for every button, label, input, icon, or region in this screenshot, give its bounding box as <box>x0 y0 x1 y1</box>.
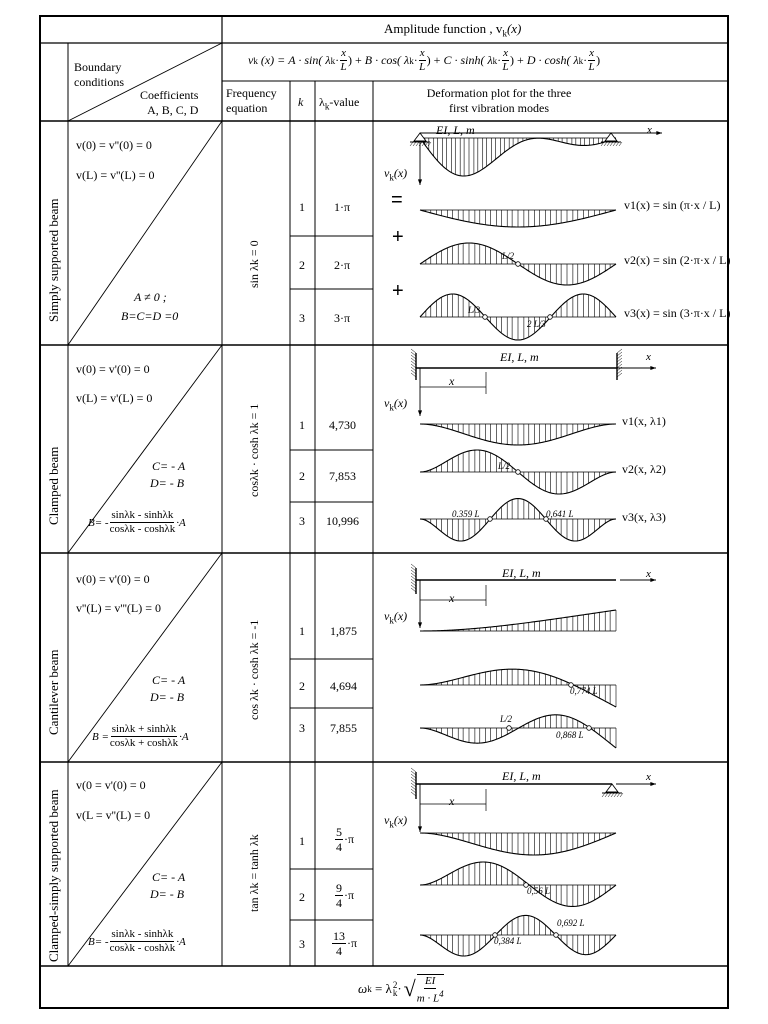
row3-x-axis-head <box>650 578 656 582</box>
coef-row4-b-expr: B= - $\frac{\sin\lambda k - \sinh\lambda k}{\cos\lambda k - \cosh\lambda k}$ ·A <box>88 928 186 954</box>
bc-row2-line1: v(0) = v'(0) = 0 <box>76 362 150 376</box>
mode-label-row2-3: v3(x, λ3) <box>622 510 666 524</box>
axis-x-small-row3: x <box>449 591 455 605</box>
row4-x-axis-head <box>650 782 656 786</box>
row2-node-0359 <box>488 517 493 522</box>
row2-v-axis-head <box>418 410 422 416</box>
coef-row4-line1: C= - A <box>152 870 186 884</box>
freq-eq-row3: cos λk · cosh λk = -1 <box>247 619 261 720</box>
mode-label-row2-1: v1(x, λ1) <box>622 414 666 428</box>
k-row1-2: 2 <box>299 258 305 272</box>
ann-row1-2l3: 2 L/3 <box>527 319 546 329</box>
row4-right-support-ground-hatch <box>614 793 617 797</box>
lambda-row4-2: $\frac{9}{4}$ ·π <box>336 881 355 910</box>
ann-row4-056: 0,56 L <box>527 886 551 896</box>
ann-row1-l3: L/3 <box>468 305 481 315</box>
ann-row4-0692: 0,692 L <box>557 918 585 928</box>
row4-right-support-ground-hatch <box>611 793 614 797</box>
k-row3-3: 3 <box>299 721 305 735</box>
omega-formula: ω k = λ 2 k · √ $\frac{EI}{m \cdot L^4}$ <box>358 975 444 1005</box>
deformation-label: Deformation plot for the three first vibration modes <box>426 86 572 115</box>
k-row1-3: 3 <box>299 311 305 325</box>
coef-row4-line2: D= - B <box>150 887 185 901</box>
lambda-row2-1: 4,730 <box>329 418 356 432</box>
ann-row1-l2: L/2 <box>502 251 515 261</box>
row3-node-0868 <box>587 726 592 731</box>
row1-right-support-ground-hatch <box>619 142 622 146</box>
row1-left-support <box>414 133 426 141</box>
row4-right-support <box>606 784 618 792</box>
coef-row2-b-expr: B= - $\frac{\sin\lambda k - \sinh\lambda k}{\cos\lambda k - \cosh\lambda k}$ ·A <box>88 509 186 535</box>
row1-node-2l3 <box>548 315 553 320</box>
row1-left-support-ground-hatch <box>413 142 416 146</box>
bc-row1-line1: v(0) = v''(0) = 0 <box>76 138 152 152</box>
row1-left-support-ground-hatch <box>425 142 428 146</box>
row1-right-support-ground-hatch <box>613 142 616 146</box>
coef-row2-line2: D= - B <box>150 476 185 490</box>
bc-row1-line2: v(L) = v''(L) = 0 <box>76 168 155 182</box>
plus-sign-1: + <box>392 226 404 248</box>
axis-x-row2: x <box>646 351 651 363</box>
coef-row2-line1: C= - A <box>152 459 186 473</box>
coef-row3-line2: D= - B <box>150 690 185 704</box>
k-row4-3: 3 <box>299 937 305 951</box>
beam-label-row1: EI, L, m <box>436 123 475 137</box>
ann-row3-l2: L/2 <box>500 714 513 724</box>
coef-row3-b-expr: B = $\frac{\sin\lambda k + \sinh\lambda k}{\cos\lambda k + \cosh\lambda k}$ ·A <box>92 723 189 749</box>
row3-node-l2 <box>507 726 512 731</box>
bc-row4-line1: v(0 = v'(0) = 0 <box>76 778 146 792</box>
k-row3-1: 1 <box>299 624 305 638</box>
row-label-clamped: Clamped beam <box>46 446 61 525</box>
axis-v-row3: $v_k(x)$ <box>384 609 408 626</box>
lambda-value-label: $\lambda_k$-value <box>319 95 360 112</box>
row2-x-axis-head <box>650 366 656 370</box>
row1-right-support <box>605 133 617 141</box>
lambda-row2-2: 7,853 <box>329 469 356 483</box>
coef-row1-line2: B=C=D =0 <box>121 309 179 323</box>
amplitude-title: Amplitude function , $v_k(x)$ <box>384 21 522 39</box>
axis-x-row1: x <box>647 124 652 136</box>
row1-left-support-ground-hatch <box>419 142 422 146</box>
mode-label-row2-2: v2(x, λ2) <box>622 462 666 476</box>
beam-label-row2: EI, L, m <box>500 350 539 364</box>
coef-row1-line1: A ≠ 0 ; <box>134 290 167 304</box>
general-equation: v k (x) = A · sin( λ k · $\frac{x}{L}$ ) + B · cos( λ k · $\frac{x}{L}$ ) + C · sinh( λ k · $\frac{x}{L}$ ) + D · cosh( λ k · $\frac{x}{L}$ ) <box>248 47 601 73</box>
row1-left-support-ground-hatch <box>410 142 413 146</box>
axis-v-row1: $v_k(x)$ <box>384 166 408 183</box>
lambda-row1-1: 1·π <box>334 200 351 214</box>
mode-label-row1-1: v1(x) = sin (π·x / L) <box>624 198 721 212</box>
ann-row2-0641: 0,641 L <box>546 509 574 519</box>
plus-sign-2: + <box>392 280 404 302</box>
row1-left-support-ground-hatch <box>428 142 431 146</box>
axis-v-row4: $v_k(x)$ <box>384 813 408 830</box>
row1-v-axis-head <box>418 179 422 185</box>
k-row2-3: 3 <box>299 514 305 528</box>
bc-row3-line2: v''(L) = v'''(L) = 0 <box>76 601 161 615</box>
row1-node-l3 <box>483 315 488 320</box>
k-row2-1: 1 <box>299 418 305 432</box>
row4-right-support-ground-hatch <box>620 793 623 797</box>
freq-eq-row4: tan λk = tanh λk <box>247 834 261 912</box>
bc-row2-line2: v(L) = v'(L) = 0 <box>76 391 153 405</box>
row1-right-support-ground-hatch <box>616 142 619 146</box>
k-row4-2: 2 <box>299 890 305 904</box>
ann-row2-0359: 0.359 L <box>452 509 480 519</box>
row4-right-support-ground-hatch <box>605 793 608 797</box>
row3-mode3-curve <box>420 715 616 748</box>
row1-right-support-ground-hatch <box>610 142 613 146</box>
coefficients-label: Coefficients A, B, C, D <box>140 88 199 117</box>
ann-row3-0774: 0,774 L <box>570 686 598 696</box>
freq-eq-row1: sin λk = 0 <box>247 240 261 288</box>
axis-x-row4: x <box>646 771 651 783</box>
mode-label-row1-2: v2(x) = sin (2·π·x / L) <box>624 253 731 267</box>
axis-x-small-row4: x <box>449 794 455 808</box>
row1-right-support-ground-hatch <box>607 142 610 146</box>
ann-row2-l2: L/2 <box>498 461 511 471</box>
bc-row3-line1: v(0) = v'(0) = 0 <box>76 572 150 586</box>
k-row3-2: 2 <box>299 679 305 693</box>
row-label-simply-supported: Simply supported beam <box>46 198 61 322</box>
row-label-clamped-simply: Clamped-simply supported beam <box>46 789 61 962</box>
equals-sign: = <box>391 189 403 211</box>
coef-row3-line1: C= - A <box>152 673 186 687</box>
k-row2-2: 2 <box>299 469 305 483</box>
freq-eq-row2: cosλk · cosh λk = 1 <box>247 403 261 497</box>
lambda-row1-3: 3·π <box>334 311 351 325</box>
lambda-row3-3: 7,855 <box>330 721 357 735</box>
lambda-row2-3: 10,996 <box>326 514 359 528</box>
lambda-row1-2: 2·π <box>334 258 351 272</box>
ann-row3-0868: 0,868 L <box>556 730 584 740</box>
k-row1-1: 1 <box>299 200 305 214</box>
row3-v-axis-head <box>418 622 422 628</box>
row4-right-support-ground-hatch <box>617 793 620 797</box>
row1-combined-curve <box>420 138 616 176</box>
row-label-cantilever: Cantilever beam <box>46 649 61 735</box>
row1-x-axis-head <box>656 131 662 135</box>
row4-node-0692 <box>554 933 559 938</box>
bc-row4-line2: v(L = v''(L) = 0 <box>76 808 151 822</box>
row4-right-support-ground-hatch <box>602 793 605 797</box>
axis-x-small-row2: x <box>449 374 455 388</box>
frequency-equation-label: Frequency equation <box>226 86 277 115</box>
k-label: k <box>298 95 304 109</box>
axis-v-row2: $v_k(x)$ <box>384 396 408 413</box>
lambda-row4-1: $\frac{5}{4}$ ·π <box>336 825 355 854</box>
row1-node-l2 <box>516 262 521 267</box>
beam-label-row4: EI, L, m <box>502 769 541 783</box>
lambda-row3-2: 4,694 <box>330 679 357 693</box>
row4-right-support-ground-hatch <box>608 793 611 797</box>
row2-node-l2 <box>516 470 521 475</box>
row1-left-support-ground-hatch <box>416 142 419 146</box>
mode-label-row1-3: v3(x) = sin (3·π·x / L) <box>624 306 731 320</box>
ann-row4-0384: 0,384 L <box>494 936 522 946</box>
lambda-row3-1: 1,875 <box>330 624 357 638</box>
lambda-row4-3: $\frac{13}{4}$ ·π <box>333 929 358 958</box>
beam-label-row3: EI, L, m <box>502 566 541 580</box>
axis-x-row3: x <box>646 568 651 580</box>
row4-v-axis-head <box>418 826 422 832</box>
k-row4-1: 1 <box>299 834 305 848</box>
boundary-label: Boundary conditions <box>74 60 124 89</box>
